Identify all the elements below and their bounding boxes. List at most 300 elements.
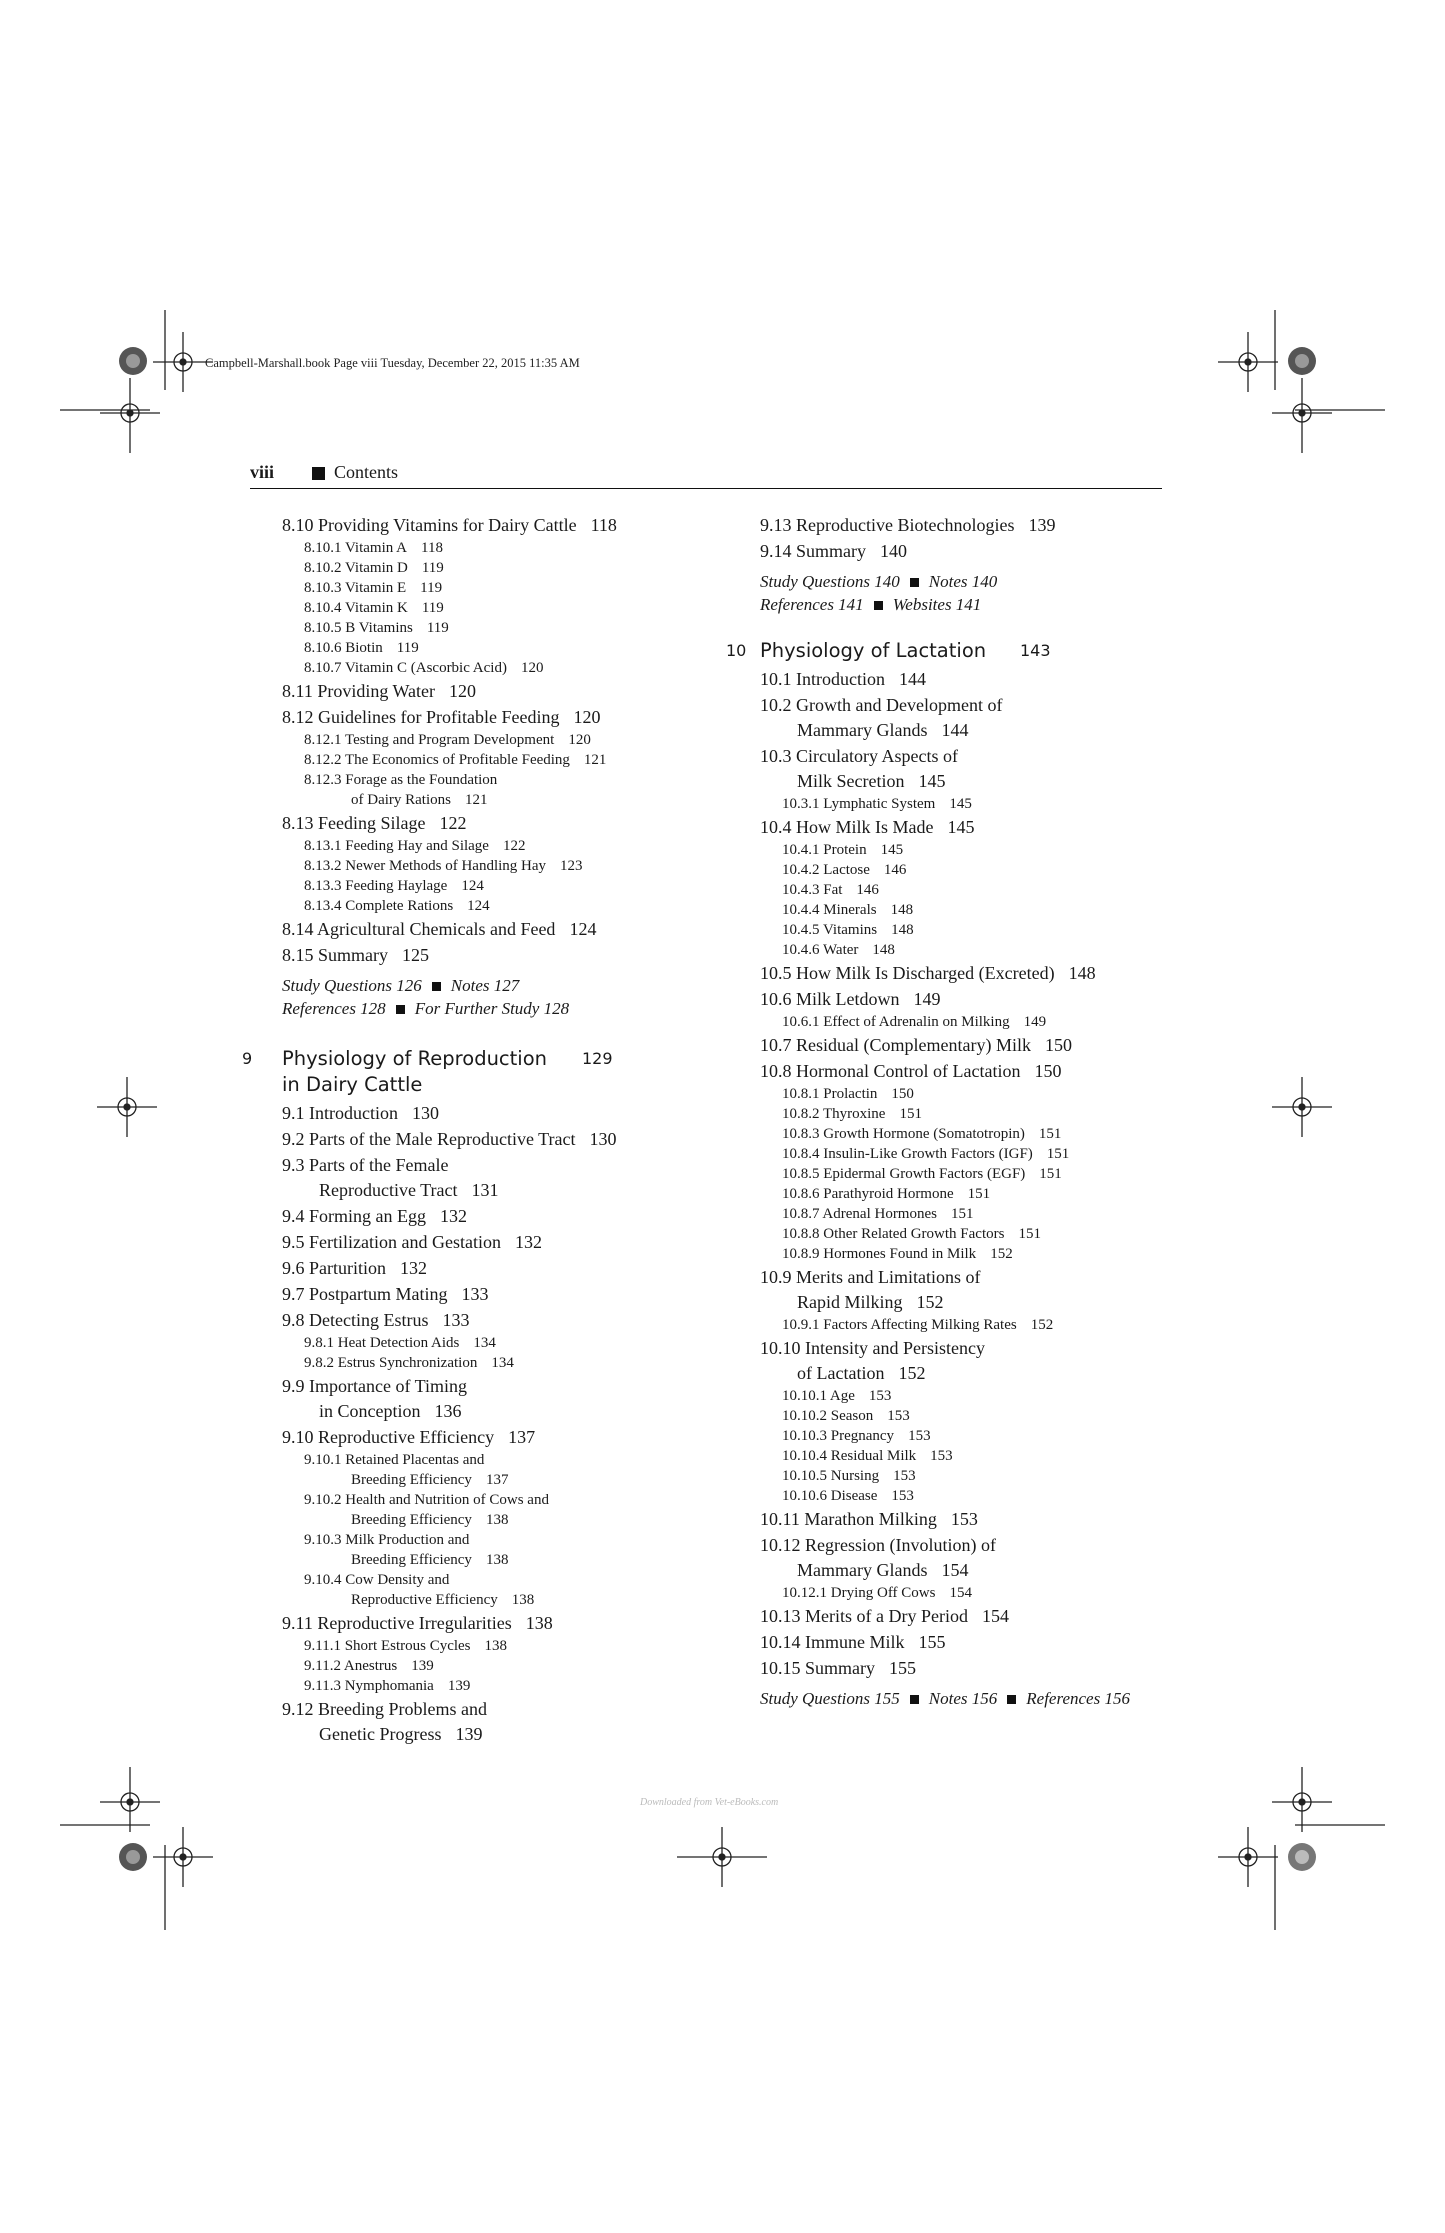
- toc-entry-page: 131: [471, 1180, 499, 1200]
- toc-entry-title: 10.8.8 Other Related Growth Factors: [782, 1226, 1005, 1242]
- toc-entry-page: 152: [898, 1363, 926, 1383]
- toc-entry-page: 146: [883, 862, 907, 878]
- toc-entry-page: 144: [941, 720, 969, 740]
- toc-entry-page: 153: [930, 1448, 953, 1464]
- toc-block-ch10: [760, 667, 1190, 1681]
- toc-entry-page: 134: [473, 1335, 496, 1351]
- toc-entry-title: 9.8.1 Heat Detection Aids: [304, 1335, 460, 1351]
- toc-entry-page: 140: [880, 541, 907, 561]
- toc-section-entry: [282, 1127, 702, 1152]
- toc-entry-page: 130: [411, 1103, 439, 1123]
- toc-extra-item: References 156: [1026, 1689, 1130, 1708]
- toc-entry-page: 145: [918, 771, 946, 791]
- toc-section-entry: [760, 1059, 1190, 1084]
- toc-entry-title: 8.13.3 Feeding Haylage: [304, 878, 448, 894]
- toc-section-entry: [282, 1204, 702, 1229]
- toc-block-ch9: [282, 1101, 702, 1747]
- toc-entry-page: 155: [918, 1632, 946, 1652]
- toc-subsection-entry: [282, 1530, 702, 1570]
- toc-subsection-entry: [760, 1315, 1190, 1335]
- toc-entry-title: 8.13 Feeding Silage: [282, 813, 426, 833]
- toc-subsection-entry: [282, 558, 702, 578]
- chapter-page: 143: [1020, 641, 1051, 660]
- toc-entry-title: 8.11 Providing Water: [282, 681, 436, 701]
- toc-entry-title-cont-text: Mammary Glands: [797, 1560, 928, 1580]
- toc-section-entry: [760, 513, 1190, 538]
- toc-section-entry: [760, 815, 1190, 840]
- toc-section-entry: [282, 1153, 702, 1203]
- toc-subsection-entry: [282, 876, 702, 896]
- toc-entry-page: 125: [402, 945, 429, 965]
- toc-entry-page: 148: [891, 922, 914, 938]
- toc-entry-title: 10.4 How Milk Is Made: [760, 817, 934, 837]
- toc-entry-title: 8.10.5 B Vitamins: [304, 620, 413, 636]
- toc-subsection-entry: [282, 1656, 702, 1676]
- toc-entry-title-cont: [760, 718, 1190, 743]
- toc-subsection-entry: [760, 940, 1190, 960]
- toc-subsection-entry: [760, 1224, 1190, 1244]
- toc-extra-item: Notes 156: [928, 1689, 998, 1708]
- toc-entry-title-cont: [304, 1550, 702, 1570]
- toc-entry-page: 151: [899, 1106, 922, 1122]
- toc-entry-page: 138: [484, 1638, 508, 1654]
- toc-entry-page: 153: [887, 1408, 910, 1424]
- toc-extra-item: Study Questions 126: [282, 976, 422, 995]
- toc-entry-page: 145: [947, 817, 975, 837]
- toc-section-entry: [282, 1101, 702, 1126]
- toc-entry-title: 8.12.2 The Economics of Profitable Feeding: [304, 752, 570, 768]
- toc-entry-title: 8.10.6 Biotin: [304, 640, 383, 656]
- toc-entry-title: 10.3.1 Lymphatic System: [782, 796, 936, 812]
- toc-entry-title: 10.10.5 Nursing: [782, 1468, 880, 1484]
- toc-subsection-entry: [282, 750, 702, 770]
- toc-entry-page: 121: [464, 792, 488, 808]
- toc-section-entry: [282, 513, 702, 538]
- square-bullet-icon: [910, 578, 919, 587]
- toc-subsection-entry: [760, 900, 1190, 920]
- toc-section-entry: [282, 1230, 702, 1255]
- toc-entry-title: 10.3 Circulatory Aspects of: [760, 746, 958, 766]
- toc-entry-title-cont-text: Mammary Glands: [797, 720, 928, 740]
- toc-block-ch9-end: [760, 513, 1190, 564]
- toc-section-entry: [282, 943, 702, 968]
- toc-entry-page: 119: [421, 560, 444, 576]
- toc-subsection-entry: [760, 1406, 1190, 1426]
- toc-entry-title-cont-text: Rapid Milking: [797, 1292, 903, 1312]
- toc-entry-page: 148: [872, 942, 895, 958]
- toc-entry-title: 9.14 Summary: [760, 541, 866, 561]
- toc-entry-page: 119: [426, 620, 449, 636]
- toc-section-entry: [282, 1425, 702, 1450]
- toc-entry-title: 10.9.1 Factors Affecting Milking Rates: [782, 1317, 1017, 1333]
- toc-subsection-entry: [282, 578, 702, 598]
- toc-extras-ch9-2: [760, 593, 1190, 616]
- toc-entry-page: 153: [893, 1468, 916, 1484]
- toc-entry-page: 138: [485, 1512, 509, 1528]
- toc-entry-page: 118: [590, 515, 617, 535]
- toc-section-entry: [282, 1697, 702, 1747]
- print-slug: Campbell-Marshall.book Page viii Tuesday, December 22, 2015 11:35 AM: [205, 356, 580, 370]
- toc-section-entry: [760, 1507, 1190, 1532]
- toc-entry-title-cont-text: of Lactation: [797, 1363, 885, 1383]
- toc-entry-title: 10.14 Immune Milk: [760, 1632, 905, 1652]
- toc-entry-title-cont: [760, 1290, 1190, 1315]
- toc-entry-title-cont: [304, 1510, 702, 1530]
- toc-subsection-entry: [282, 618, 702, 638]
- toc-entry-title-cont-text: Reproductive Efficiency: [351, 1592, 498, 1608]
- toc-extra-item: Notes 140: [928, 572, 998, 591]
- toc-entry-page: 149: [913, 989, 941, 1009]
- toc-entry-title: 8.10.2 Vitamin D: [304, 560, 408, 576]
- toc-block-ch8: [282, 513, 702, 968]
- toc-extra-item: Websites 141: [892, 595, 982, 614]
- toc-entry-title: 9.6 Parturition: [282, 1258, 386, 1278]
- toc-entry-page: 136: [434, 1401, 462, 1421]
- toc-entry-page: 151: [1038, 1126, 1062, 1142]
- toc-subsection-entry: [760, 1386, 1190, 1406]
- toc-subsection-entry: [282, 1353, 702, 1373]
- toc-entry-title: 8.15 Summary: [282, 945, 388, 965]
- toc-entry-page: 151: [1046, 1146, 1070, 1162]
- toc-entry-title-cont-text: in Conception: [319, 1401, 421, 1421]
- toc-entry-title-cont: [760, 1361, 1190, 1386]
- toc-entry-title: 10.11 Marathon Milking: [760, 1509, 937, 1529]
- toc-entry-page: 139: [447, 1678, 471, 1694]
- toc-entry-title-cont-text: Reproductive Tract: [319, 1180, 458, 1200]
- toc-entry-page: 154: [941, 1560, 969, 1580]
- toc-entry-title: 9.5 Fertilization and Gestation: [282, 1232, 501, 1252]
- toc-entry-title: 9.11 Reproductive Irregularities: [282, 1613, 512, 1633]
- toc-entry-title: 10.8.9 Hormones Found in Milk: [782, 1246, 977, 1262]
- toc-section-entry: [760, 1630, 1190, 1655]
- square-bullet-icon: [432, 982, 441, 991]
- toc-entry-page: 151: [950, 1206, 974, 1222]
- toc-entry-title: 10.10.1 Age: [782, 1388, 855, 1404]
- toc-entry-title: 10.5 How Milk Is Discharged (Excreted): [760, 963, 1055, 983]
- toc-entry-title: 8.10 Providing Vitamins for Dairy Cattle: [282, 515, 577, 535]
- toc-entry-title: 10.15 Summary: [760, 1658, 875, 1678]
- toc-entry-title: 10.8.5 Epidermal Growth Factors (EGF): [782, 1166, 1026, 1182]
- toc-entry-title: 10.8.2 Thyroxine: [782, 1106, 886, 1122]
- toc-entry-page: 145: [880, 842, 904, 858]
- toc-entry-page: 146: [856, 882, 879, 898]
- toc-entry-page: 148: [890, 902, 914, 918]
- toc-subsection-entry: [760, 1104, 1190, 1124]
- toc-subsection-entry: [760, 1486, 1190, 1506]
- toc-entry-page: 124: [467, 898, 490, 914]
- toc-entry-page: 123: [560, 858, 583, 874]
- toc-entry-page: 134: [491, 1355, 514, 1371]
- toc-entry-title: 10.8 Hormonal Control of Lactation: [760, 1061, 1021, 1081]
- toc-left-column: [242, 512, 702, 1747]
- square-bullet-icon: [910, 1695, 919, 1704]
- toc-entry-title: 10.10.4 Residual Milk: [782, 1448, 917, 1464]
- toc-entry-title: 10.10 Intensity and Persistency: [760, 1338, 985, 1358]
- toc-entry-title: 9.3 Parts of the Female: [282, 1155, 449, 1175]
- toc-entry-page: 150: [891, 1086, 914, 1102]
- toc-section-entry: [282, 705, 702, 730]
- toc-extras-ch10: [760, 1687, 1190, 1710]
- toc-entry-page: 150: [1044, 1035, 1072, 1055]
- toc-subsection-entry: [282, 1450, 702, 1490]
- toc-entry-page: 121: [583, 752, 607, 768]
- toc-entry-page: 132: [514, 1232, 542, 1252]
- toc-entry-title: 9.10.2 Health and Nutrition of Cows and: [304, 1492, 549, 1508]
- toc-subsection-entry: [760, 1446, 1190, 1466]
- toc-entry-page: 120: [449, 681, 477, 701]
- toc-subsection-entry: [282, 658, 702, 678]
- toc-entry-title: 10.4.4 Minerals: [782, 902, 877, 918]
- toc-entry-title: 8.14 Agricultural Chemicals and Feed: [282, 919, 556, 939]
- toc-entry-title: 10.1 Introduction: [760, 669, 885, 689]
- toc-subsection-entry: [760, 920, 1190, 940]
- toc-entry-title: 9.12 Breeding Problems and: [282, 1699, 487, 1719]
- toc-subsection-entry: [282, 598, 702, 618]
- toc-entry-title: 9.11.1 Short Estrous Cycles: [304, 1638, 471, 1654]
- chapter-title: Physiology of Lactation: [760, 639, 987, 662]
- toc-section-entry: [282, 1282, 702, 1307]
- toc-entry-title: 8.10.7 Vitamin C (Ascorbic Acid): [304, 660, 507, 676]
- toc-entry-title: 9.10.4 Cow Density and: [304, 1572, 450, 1588]
- toc-entry-title: 10.12.1 Drying Off Cows: [782, 1585, 936, 1601]
- toc-entry-page: 122: [439, 813, 467, 833]
- toc-entry-page: 145: [949, 796, 972, 812]
- toc-extra-item: Notes 127: [450, 976, 520, 995]
- chapter-heading-9: [242, 1046, 702, 1098]
- toc-entry-title: 10.6 Milk Letdown: [760, 989, 900, 1009]
- toc-entry-page: 132: [440, 1206, 467, 1226]
- toc-entry-title: 10.4.2 Lactose: [782, 862, 870, 878]
- toc-entry-page: 124: [569, 919, 597, 939]
- toc-entry-page: 133: [442, 1310, 470, 1330]
- toc-entry-title: 9.10 Reproductive Efficiency: [282, 1427, 495, 1447]
- toc-entry-page: 137: [485, 1472, 509, 1488]
- toc-entry-page: 133: [461, 1284, 489, 1304]
- toc-entry-title-cont-text: Genetic Progress: [319, 1724, 442, 1744]
- toc-entry-page: 139: [411, 1658, 434, 1674]
- toc-extra-item: For Further Study 128: [414, 999, 570, 1018]
- toc-entry-title-cont-text: of Dairy Rations: [351, 792, 451, 808]
- toc-entry-title: 10.10.6 Disease: [782, 1488, 878, 1504]
- toc-entry-title-cont: [304, 790, 702, 810]
- toc-entry-title: 8.13.1 Feeding Hay and Silage: [304, 838, 489, 854]
- toc-entry-page: 154: [981, 1606, 1009, 1626]
- toc-entry-title-cont-text: Breeding Efficiency: [351, 1512, 472, 1528]
- toc-subsection-entry: [282, 1333, 702, 1353]
- toc-entry-title: 9.10.1 Retained Placentas and: [304, 1452, 485, 1468]
- toc-entry-title: 9.2 Parts of the Male Reproductive Tract: [282, 1129, 576, 1149]
- toc-entry-page: 155: [889, 1658, 916, 1678]
- toc-entry-title-cont: [282, 1399, 702, 1424]
- toc-subsection-entry: [760, 1583, 1190, 1603]
- toc-entry-page: 137: [508, 1427, 536, 1447]
- toc-entry-title: 8.13.2 Newer Methods of Handling Hay: [304, 858, 547, 874]
- toc-section-entry: [282, 1256, 702, 1281]
- toc-entry-page: 120: [520, 660, 544, 676]
- square-bullet-icon: [1007, 1695, 1016, 1704]
- toc-entry-title: 9.1 Introduction: [282, 1103, 398, 1123]
- toc-entry-page: 153: [950, 1509, 978, 1529]
- toc-section-entry: [282, 1374, 702, 1424]
- toc-subsection-entry: [760, 1164, 1190, 1184]
- toc-section-entry: [282, 1611, 702, 1636]
- toc-subsection-entry: [760, 1244, 1190, 1264]
- toc-entry-title: 10.8.6 Parathyroid Hormone: [782, 1186, 954, 1202]
- toc-entry-title: 8.12.3 Forage as the Foundation: [304, 772, 498, 788]
- toc-entry-title-cont: [282, 1178, 702, 1203]
- toc-entry-title: 8.12 Guidelines for Profitable Feeding: [282, 707, 560, 727]
- toc-subsection-entry: [760, 1084, 1190, 1104]
- toc-entry-page: 130: [589, 1129, 617, 1149]
- toc-entry-title: 8.13.4 Complete Rations: [304, 898, 454, 914]
- toc-subsection-entry: [282, 836, 702, 856]
- toc-subsection-entry: [282, 538, 702, 558]
- chapter-title-cont: in Dairy Cattle: [282, 1073, 423, 1096]
- square-bullet-icon: [874, 601, 883, 610]
- toc-section-entry: [282, 811, 702, 836]
- toc-entry-page: 152: [1030, 1317, 1054, 1333]
- toc-entry-page: 118: [421, 540, 443, 556]
- toc-subsection-entry: [760, 840, 1190, 860]
- toc-extra-item: References 141: [760, 595, 864, 614]
- toc-section-entry: [760, 1336, 1190, 1386]
- toc-entry-title: 10.4.1 Protein: [782, 842, 867, 858]
- toc-entry-title: 10.10.2 Season: [782, 1408, 874, 1424]
- toc-entry-title: 10.2 Growth and Development of: [760, 695, 1003, 715]
- toc-entry-title: 8.10.3 Vitamin E: [304, 580, 407, 596]
- toc-entry-page: 150: [1034, 1061, 1062, 1081]
- toc-section-entry: [760, 744, 1190, 794]
- toc-entry-page: 153: [868, 1388, 892, 1404]
- toc-entry-page: 144: [898, 669, 926, 689]
- toc-entry-title: 10.4.5 Vitamins: [782, 922, 878, 938]
- toc-entry-title: 9.13 Reproductive Biotechnologies: [760, 515, 1015, 535]
- toc-entry-title: 9.8 Detecting Estrus: [282, 1310, 429, 1330]
- toc-section-entry: [760, 961, 1190, 986]
- toc-entry-title: 10.8.4 Insulin-Like Growth Factors (IGF): [782, 1146, 1033, 1162]
- toc-section-entry: [282, 679, 702, 704]
- toc-entry-page: 139: [455, 1724, 483, 1744]
- toc-entry-title-cont: [282, 1722, 702, 1747]
- toc-subsection-entry: [282, 1490, 702, 1530]
- toc-extra-item: Study Questions 155: [760, 1689, 900, 1708]
- toc-subsection-entry: [760, 1144, 1190, 1164]
- toc-entry-page: 138: [485, 1552, 509, 1568]
- toc-entry-page: 120: [568, 732, 591, 748]
- toc-entry-title: 10.8.7 Adrenal Hormones: [782, 1206, 937, 1222]
- toc-subsection-entry: [282, 1636, 702, 1656]
- toc-section-entry: [760, 1656, 1190, 1681]
- toc-subsection-entry: [282, 730, 702, 750]
- toc-entry-title: 10.12 Regression (Involution) of: [760, 1535, 996, 1555]
- toc-entry-title: 9.10.3 Milk Production and: [304, 1532, 470, 1548]
- toc-entry-title: 9.11.2 Anestrus: [304, 1658, 398, 1674]
- chapter-heading-10: [726, 638, 1190, 664]
- toc-entry-title: 10.13 Merits of a Dry Period: [760, 1606, 968, 1626]
- toc-entry-title-cont: [304, 1590, 702, 1610]
- toc-entry-page: 151: [1018, 1226, 1041, 1242]
- toc-entry-title: 10.9 Merits and Limitations of: [760, 1267, 981, 1287]
- toc-section-entry: [760, 1265, 1190, 1315]
- toc-entry-page: 152: [916, 1292, 944, 1312]
- toc-extras-ch8-1: [282, 974, 702, 997]
- toc-extra-item: Study Questions 140: [760, 572, 900, 591]
- chapter-number: 9: [242, 1049, 253, 1068]
- running-head-title: Contents: [334, 462, 399, 482]
- toc-entry-title-cont-text: Breeding Efficiency: [351, 1552, 472, 1568]
- toc-subsection-entry: [282, 896, 702, 916]
- chapter-title: Physiology of Reproduction: [282, 1047, 548, 1070]
- toc-entry-title-cont-text: Breeding Efficiency: [351, 1472, 472, 1488]
- toc-entry-title: 10.8.1 Prolactin: [782, 1086, 878, 1102]
- toc-subsection-entry: [760, 880, 1190, 900]
- toc-entry-page: 120: [573, 707, 601, 727]
- toc-entry-page: 152: [990, 1246, 1013, 1262]
- page-number: viii: [250, 462, 275, 482]
- toc-entry-page: 139: [1028, 515, 1056, 535]
- toc-section-entry: [760, 1604, 1190, 1629]
- toc-subsection-entry: [282, 770, 702, 810]
- toc-entry-title: 10.7 Residual (Complementary) Milk: [760, 1035, 1031, 1055]
- toc-extras-ch9-1: [760, 570, 1190, 593]
- toc-entry-page: 138: [525, 1613, 553, 1633]
- toc-entry-page: 138: [511, 1592, 535, 1608]
- toc-subsection-entry: [760, 860, 1190, 880]
- toc-section-entry: [760, 539, 1190, 564]
- toc-section-entry: [760, 987, 1190, 1012]
- toc-entry-title: 8.12.1 Testing and Program Development: [304, 732, 555, 748]
- toc-section-entry: [282, 1308, 702, 1333]
- toc-subsection-entry: [760, 1466, 1190, 1486]
- toc-entry-title: 9.9 Importance of Timing: [282, 1376, 467, 1396]
- chapter-number: 10: [726, 641, 747, 660]
- toc-entry-page: 154: [949, 1585, 972, 1601]
- toc-subsection-entry: [760, 1426, 1190, 1446]
- toc-entry-page: 119: [396, 640, 419, 656]
- toc-subsection-entry: [282, 638, 702, 658]
- toc-entry-page: 122: [502, 838, 526, 854]
- toc-section-entry: [760, 667, 1190, 692]
- toc-subsection-entry: [282, 1570, 702, 1610]
- chapter-page: 129: [582, 1049, 613, 1068]
- toc-entry-page: 119: [420, 580, 443, 596]
- toc-entry-title-cont-text: Milk Secretion: [797, 771, 905, 791]
- toc-extras-ch8-2: [282, 997, 702, 1020]
- toc-entry-page: 151: [1039, 1166, 1062, 1182]
- watermark: Downloaded from Vet-eBooks.com: [640, 1797, 779, 1808]
- toc-entry-title-cont: [760, 769, 1190, 794]
- toc-section-entry: [760, 1033, 1190, 1058]
- toc-section-entry: [760, 693, 1190, 743]
- toc-entry-title: 10.8.3 Growth Hormone (Somatotropin): [782, 1126, 1025, 1142]
- toc-entry-page: 124: [461, 878, 484, 894]
- square-bullet-icon: [312, 467, 325, 480]
- toc-entry-page: 153: [908, 1428, 931, 1444]
- running-head: [250, 460, 1162, 489]
- toc-entry-page: 148: [1068, 963, 1096, 983]
- toc-entry-title: 10.4.3 Fat: [782, 882, 843, 898]
- toc-subsection-entry: [760, 1012, 1190, 1032]
- toc-entry-title: 8.10.1 Vitamin A: [304, 540, 407, 556]
- toc-entry-title: 9.8.2 Estrus Synchronization: [304, 1355, 478, 1371]
- toc-right-column: [726, 512, 1190, 1710]
- toc-section-entry: [282, 917, 702, 942]
- toc-subsection-entry: [760, 1184, 1190, 1204]
- toc-subsection-entry: [282, 856, 702, 876]
- square-bullet-icon: [396, 1005, 405, 1014]
- toc-entry-title: 9.4 Forming an Egg: [282, 1206, 426, 1226]
- toc-entry-title: 10.6.1 Effect of Adrenalin on Milking: [782, 1014, 1010, 1030]
